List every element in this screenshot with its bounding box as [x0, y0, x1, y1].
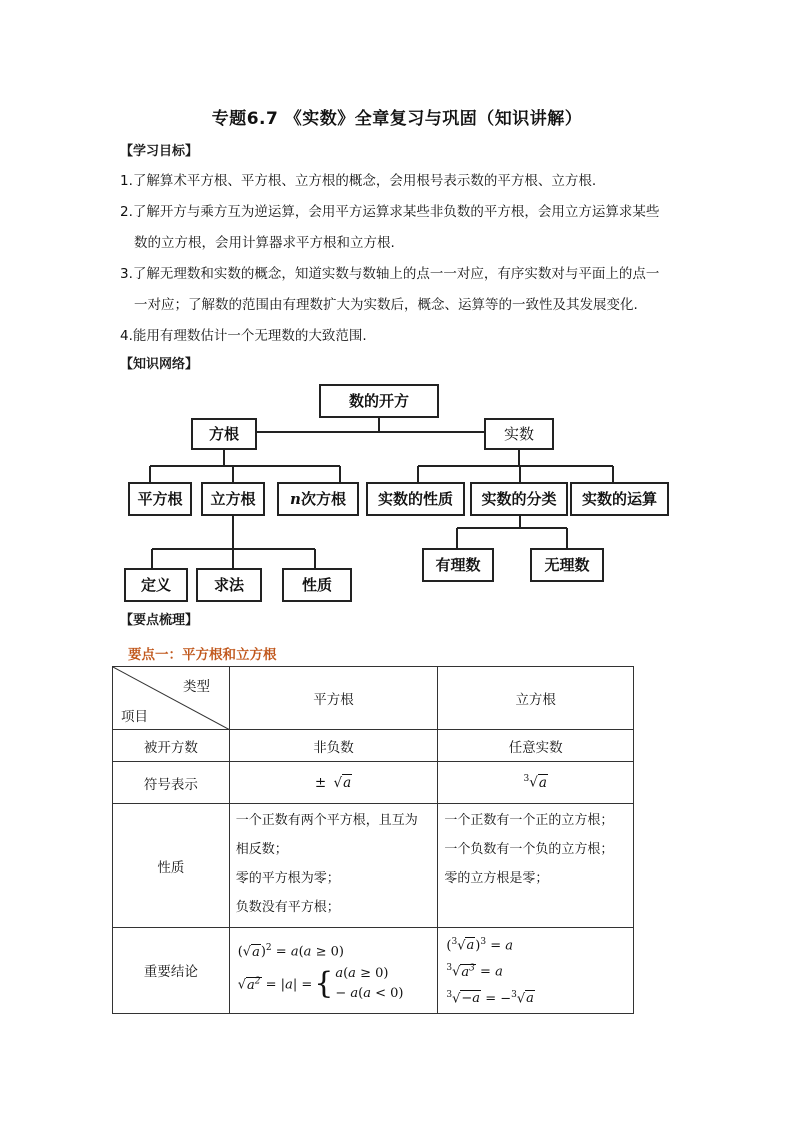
node-root: 数的开方	[319, 384, 439, 418]
cube-prop-1: 一个正数有一个正的立方根；	[444, 813, 614, 828]
node-real-properties: 实数的性质	[366, 482, 465, 516]
node-irrational: 无理数	[530, 548, 604, 582]
table-row-radicand	[113, 730, 634, 762]
cube-formula-3: $^3$√−a = −$^3$√a	[446, 989, 534, 1006]
square-conclusions	[229, 928, 438, 1014]
square-radicand: 非负数	[229, 730, 438, 762]
objective-3: 3.了解无理数和实数的概念，知道实数与数轴上的点一一对应，有序实数对与平面上的点一	[120, 266, 660, 282]
table-header-row	[113, 667, 634, 730]
header-square-root: 平方根	[229, 667, 438, 730]
table-row-property	[113, 804, 634, 928]
header-item: 项目	[121, 709, 148, 725]
objectives-list	[120, 166, 680, 352]
cube-radicand: 任意实数	[438, 730, 634, 762]
cube-conclusions	[438, 928, 634, 1014]
objective-2-cont: 数的立方根，会用计算器求平方根和立方根.	[134, 235, 395, 251]
sqrt-sign: √	[333, 774, 343, 791]
node-roots: 方根	[191, 418, 257, 450]
node-real: 实数	[484, 418, 554, 450]
cube-formula-2: $^3√a^3 = a$	[446, 963, 503, 980]
square-formula-1: $(√a)^2 = a(a \ge 0)$	[237, 943, 344, 960]
square-prop-4: 负数没有平方根；	[235, 900, 340, 915]
row-label-symbol: 符号表示	[113, 762, 230, 804]
sqrt-radicand: a	[343, 774, 352, 791]
cube-properties	[438, 804, 634, 928]
node-method: 求法	[196, 568, 262, 602]
table-row-symbol	[113, 762, 634, 804]
square-prop-3: 零的平方根为零；	[235, 871, 340, 886]
row-label-property: 性质	[113, 804, 230, 928]
cube-formula-1: $(^3√a)^3 = a$	[446, 937, 513, 954]
node-square-root: 平方根	[128, 482, 192, 516]
cube-symbol	[438, 762, 634, 804]
node-nth-root	[277, 482, 359, 516]
objective-4: 4.能用有理数估计一个无理数的大致范围.	[120, 328, 367, 344]
table-row-conclusion	[113, 928, 634, 1014]
diagonal-header-cell	[113, 667, 230, 730]
square-prop-1: 一个正数有两个平方根，且互为	[235, 813, 418, 828]
row-label-conclusion: 重要结论	[113, 928, 230, 1014]
objective-3-cont: 一对应；了解数的范围由有理数扩大为实数后，概念、运算等的一致性及其发展变化.	[134, 297, 638, 313]
square-properties	[229, 804, 438, 928]
cube-prop-2: 一个负数有一个负的立方根；	[444, 842, 614, 857]
cbrt-sign: √	[529, 774, 538, 791]
section-network-heading: 【知识网络】	[120, 357, 199, 372]
node-cube-root: 立方根	[201, 482, 265, 516]
knowledge-network-diagram	[122, 378, 682, 604]
section-points-heading: 【要点梳理】	[120, 613, 199, 628]
objective-2: 2.了解开方与乘方互为逆运算，会用平方运算求某些非负数的平方根，会用立方运算求某些	[120, 204, 660, 220]
cbrt-radicand: a	[538, 774, 547, 791]
square-formula-2: $√a^2 = |a|$ = { a(a ≥ 0) − a(a < 0)	[237, 965, 404, 1001]
node-rational: 有理数	[422, 548, 494, 582]
node-definition: 定义	[124, 568, 188, 602]
square-prop-2: 相反数；	[235, 842, 288, 857]
header-type: 类型	[183, 679, 210, 695]
roots-comparison-table	[112, 666, 634, 1014]
row-label-radicand: 被开方数	[113, 730, 230, 762]
cube-root-index: 3	[523, 774, 530, 785]
nth-root-label: 次方根	[300, 490, 346, 508]
cube-prop-3: 零的立方根是零；	[444, 871, 549, 886]
section-objectives-heading: 【学习目标】	[120, 144, 199, 159]
square-symbol	[229, 762, 438, 804]
plus-minus-sign: ±	[314, 774, 327, 791]
node-real-classification: 实数的分类	[470, 482, 568, 516]
nth-root-n: n	[290, 490, 301, 508]
node-property: 性质	[282, 568, 352, 602]
point-one-title: 要点一：平方根和立方根	[128, 647, 277, 663]
node-real-operations: 实数的运算	[570, 482, 669, 516]
header-cube-root: 立方根	[438, 667, 634, 730]
page-title: 专题6.7 《实数》全章复习与巩固（知识讲解）	[211, 109, 583, 129]
objective-1: 1.了解算术平方根、平方根、立方根的概念，会用根号表示数的平方根、立方根.	[120, 173, 597, 189]
